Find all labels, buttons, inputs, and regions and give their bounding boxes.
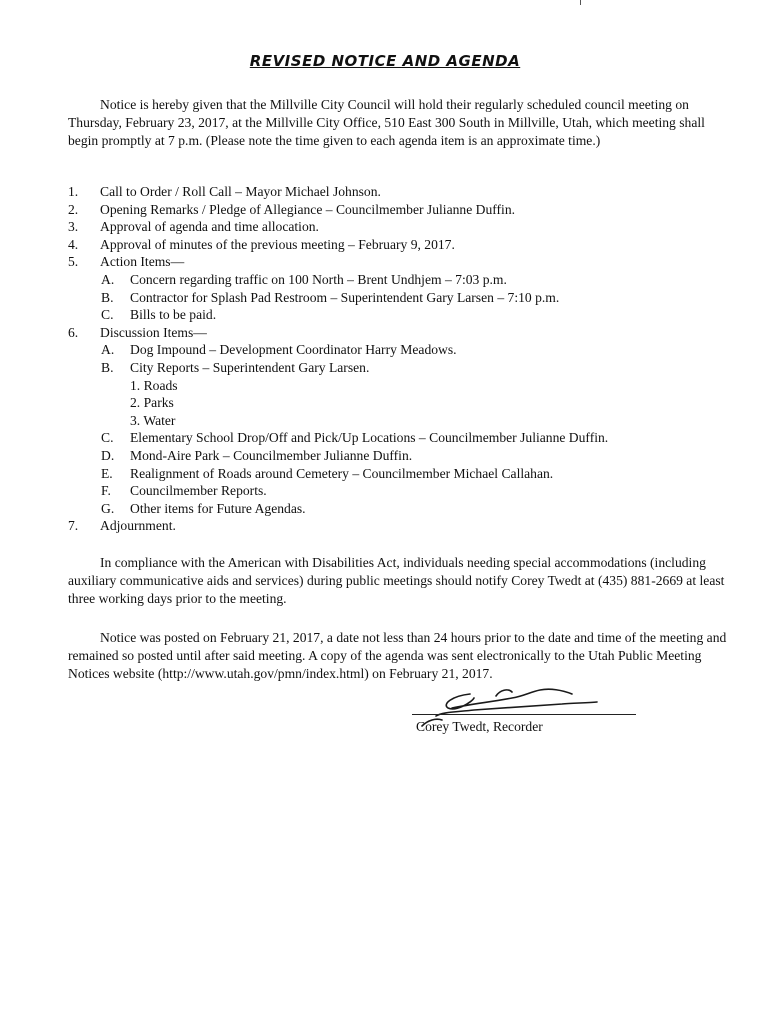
agenda-item-text: Dog Impound – Development Coordinator Harry Meadows.	[130, 342, 457, 357]
agenda-item-number: 5.	[68, 254, 79, 269]
agenda-item-number: C.	[101, 430, 114, 445]
agenda-item-number: D.	[101, 448, 115, 463]
agenda-item-text: 3. Water	[130, 413, 176, 428]
agenda-item-number: F.	[101, 483, 111, 498]
agenda-item-text: Contractor for Splash Pad Restroom – Superintendent Gary Larsen – 7:10 p.m.	[130, 290, 560, 305]
agenda-item-number: C.	[101, 307, 114, 322]
agenda-item-number: A.	[101, 272, 115, 287]
agenda-item-text: Councilmember Reports.	[130, 483, 267, 498]
agenda-item-text: Bills to be paid.	[130, 307, 217, 322]
agenda-item-text: Approval of minutes of the previous meeting – February 9, 2017.	[100, 237, 455, 252]
agenda-item-text: Discussion Items—	[100, 325, 207, 340]
agenda-item-text: Call to Order / Roll Call – Mayor Michael Johnson.	[100, 184, 381, 199]
signature-line	[412, 714, 636, 715]
agenda-item-number: E.	[101, 466, 113, 481]
agenda-item-number: B.	[101, 290, 114, 305]
signature-name: Corey Twedt, Recorder	[416, 719, 543, 734]
agenda-item-number: 6.	[68, 325, 79, 340]
agenda-item-text: City Reports – Superintendent Gary Larsen.	[130, 360, 370, 375]
document-title: REVISED NOTICE AND AGENDA	[249, 52, 521, 70]
agenda-item-text: Other items for Future Agendas.	[130, 501, 306, 516]
intro-paragraph: Notice is hereby given that the Millville City Council will hold their regularly scheduled council meeting on Thursday, February 23, 2017, at the Millville City Office, 510 East 300 South in Millville, Utah, which meeting shall begin promptly at 7 p.m. (Please note the time given to each agenda item is an approximate time.)	[68, 97, 705, 148]
agenda-item-number: 3.	[68, 219, 79, 234]
agenda-item-text: Realignment of Roads around Cemetery – Councilmember Michael Callahan.	[130, 466, 554, 481]
agenda-item-number: A.	[101, 342, 115, 357]
agenda-item-text: 1. Roads	[130, 378, 178, 393]
agenda-item-text: Adjournment.	[100, 518, 176, 533]
agenda-item-text: Concern regarding traffic on 100 North – Brent Undhjem – 7:03 p.m.	[130, 272, 507, 287]
agenda-item-number: 4.	[68, 237, 79, 252]
agenda-item-number: B.	[101, 360, 114, 375]
agenda-item-text: Action Items—	[100, 254, 185, 269]
agenda-item-number: 2.	[68, 202, 79, 217]
agenda-item-text: 2. Parks	[130, 395, 174, 410]
ada-notice-paragraph: In compliance with the American with Disabilities Act, individuals needing special accommodations (including auxiliary communicative aids and services) during public meetings should notify Corey Twedt at (435) 881-2669 at least three working days prior to the meeting.	[68, 555, 725, 606]
agenda-item-text: Opening Remarks / Pledge of Allegiance – Councilmember Julianne Duffin.	[100, 202, 516, 217]
agenda-item-text: Elementary School Drop/Off and Pick/Up Locations – Councilmember Julianne Duffin.	[130, 430, 609, 445]
posting-notice-paragraph: Notice was posted on February 21, 2017, a date not less than 24 hours prior to the date and time of the meeting and remained so posted until after said meeting. A copy of the agenda was sent electronically to the Utah Public Meeting Notices website (http://www.utah.gov/pmn/index.html) on February 21, 2017.	[68, 630, 727, 681]
agenda-item-number: 7.	[68, 518, 79, 533]
agenda-item-text: Approval of agenda and time allocation.	[100, 219, 319, 234]
agenda-item-text: Mond-Aire Park – Councilmember Julianne Duffin.	[130, 448, 413, 463]
agenda-item-number: 1.	[68, 184, 79, 199]
scan-speck	[580, 0, 581, 5]
agenda-item-number: G.	[101, 501, 115, 516]
